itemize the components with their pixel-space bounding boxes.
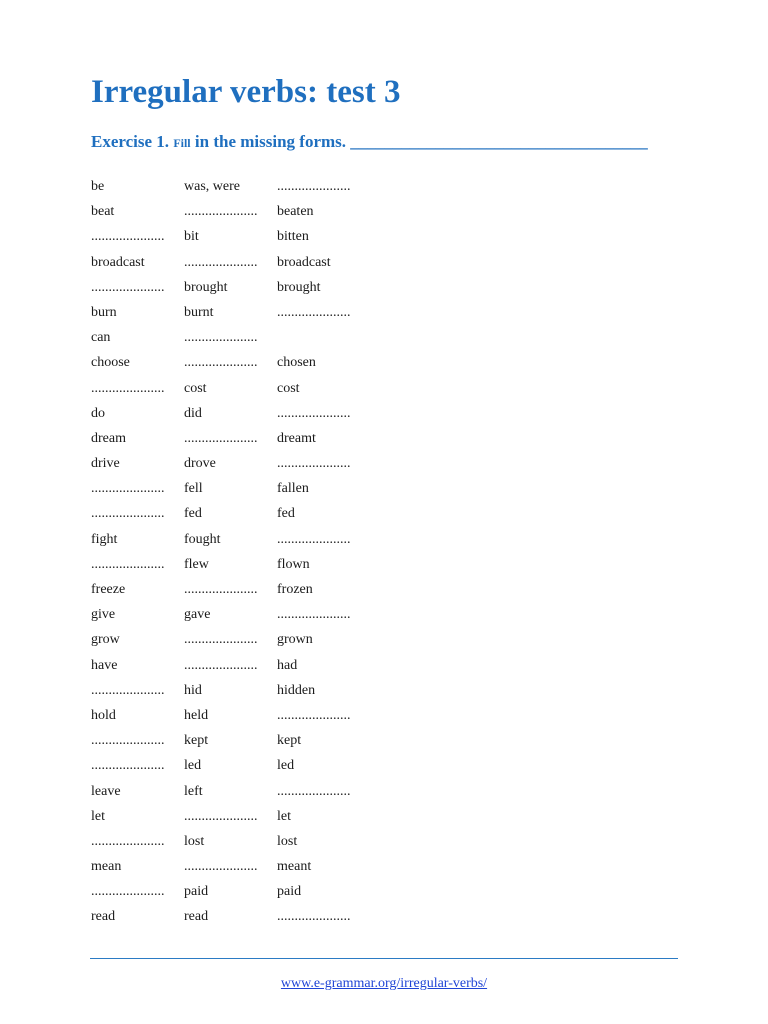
past-participle: ..................... [277,405,351,421]
past-simple: paid [184,884,209,900]
footer-link[interactable]: www.e-grammar.org/irregular-verbs/ [280,976,488,991]
exercise-heading [91,132,648,152]
past-simple: held [184,707,209,723]
past-simple: hid [184,682,202,698]
base-form: do [91,405,105,421]
past-simple: ..................... [184,657,258,673]
past-participle: chosen [277,355,316,371]
past-simple: bit [184,229,199,245]
past-participle: ..................... [277,531,351,547]
past-participle: lost [277,833,298,849]
past-participle: fallen [277,481,309,497]
base-form: grow [91,632,120,648]
base-form: ..................... [91,833,165,849]
base-form: read [91,909,116,925]
past-simple: ..................... [184,330,258,346]
base-form: choose [91,355,130,371]
past-participle: fed [277,506,295,522]
past-participle: ..................... [277,707,351,723]
base-form: broadcast [91,254,145,270]
past-participle: broadcast [277,254,331,270]
past-participle: brought [277,279,321,295]
past-simple: ..................... [184,582,258,597]
exercise-answer-line: ___________________________________ [350,132,648,151]
past-simple: fed [184,506,202,522]
base-form: beat [91,204,115,220]
past-simple: led [184,758,202,774]
past-simple: was, were [184,179,240,194]
past-participle: ..................... [277,909,351,925]
past-simple: ..................... [184,204,258,220]
base-form: ..................... [91,279,165,295]
past-simple: did [184,405,202,421]
base-form: ..................... [91,506,165,522]
past-simple: ..................... [184,808,258,824]
base-form: leave [91,783,121,799]
past-simple: ..................... [184,254,258,270]
base-form: can [91,330,111,346]
past-simple: drove [184,456,216,472]
base-form: ..................... [91,380,165,396]
past-participle: ..................... [277,607,351,623]
base-form: ..................... [91,229,165,245]
past-simple: brought [184,279,228,295]
base-form: ..................... [91,733,165,749]
base-form: have [91,657,118,673]
past-participle: frozen [277,582,313,597]
past-simple: lost [184,833,205,849]
past-participle: meant [277,859,312,875]
past-participle: bitten [277,229,309,245]
base-form: dream [91,430,126,446]
base-form: mean [91,859,122,875]
base-form: fight [91,531,118,547]
past-participle: beaten [277,204,314,220]
past-simple: flew [184,556,209,572]
base-form: ..................... [91,556,165,572]
past-simple: ..................... [184,355,258,371]
past-participle: dreamt [277,430,316,446]
page-title: Irregular verbs: test 3 [91,74,401,110]
past-participle: had [277,657,298,673]
past-participle: kept [277,733,302,749]
past-simple: ..................... [184,632,258,648]
past-participle: ..................... [277,304,351,320]
past-participle: ..................... [277,456,351,472]
past-participle: led [277,758,295,774]
past-simple: cost [184,380,207,396]
exercise-number: Exercise 1. [91,132,170,151]
base-form: ..................... [91,481,165,497]
past-participle: ..................... [277,783,351,799]
past-simple: fought [184,531,221,547]
past-participle: paid [277,884,302,900]
past-participle: cost [277,380,300,396]
base-form: drive [91,456,120,472]
past-simple: read [184,909,209,925]
base-form: ..................... [91,884,165,900]
base-form: be [91,179,105,194]
base-form: let [91,808,105,824]
exercise-instruction: in the missing forms. [194,132,347,151]
past-simple: ..................... [184,859,258,875]
base-form: hold [91,707,116,723]
footer-divider [90,958,678,959]
past-participle: hidden [277,682,316,698]
base-form: ..................... [91,758,165,774]
past-simple: burnt [184,304,214,320]
base-form: freeze [91,582,126,597]
base-form: burn [91,304,117,320]
past-simple: gave [184,607,211,623]
past-participle: let [277,808,291,824]
past-participle: grown [277,632,313,648]
exercise-fill-word: Fill [173,136,191,150]
past-simple: fell [184,481,203,497]
base-form: ..................... [91,682,165,698]
base-form: give [91,607,116,623]
past-participle: flown [277,556,310,572]
past-simple: left [184,783,203,799]
past-simple: kept [184,733,209,749]
past-simple: ..................... [184,430,258,446]
past-participle: ..................... [277,179,351,194]
